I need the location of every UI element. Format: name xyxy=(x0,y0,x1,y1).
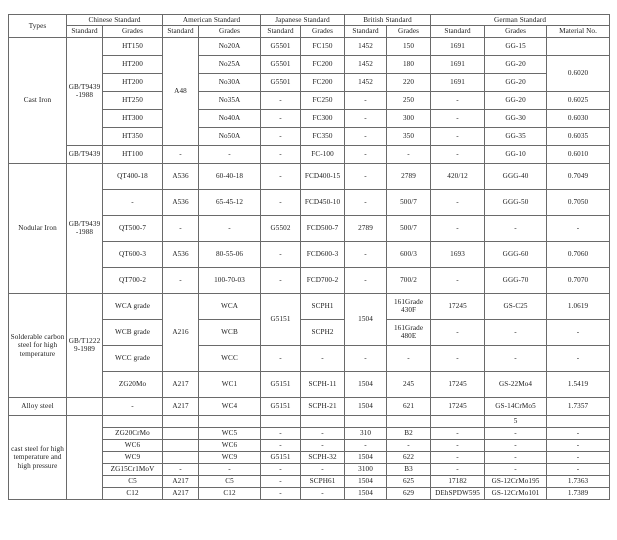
us-standard-cell: A536 xyxy=(163,163,199,189)
de-standard-cell: 17245 xyxy=(431,397,485,415)
us-grade-cell: No40A xyxy=(199,109,261,127)
uk-standard-cell: - xyxy=(345,109,387,127)
uk-grade-cell: - xyxy=(387,439,431,451)
us-grade-cell xyxy=(199,415,261,427)
header-types: Types xyxy=(9,15,67,38)
jp-standard-cell: - xyxy=(261,91,301,109)
de-material-no-cell: - xyxy=(547,439,610,451)
us-grade-cell: No25A xyxy=(199,55,261,73)
uk-grade-cell: 220 xyxy=(387,73,431,91)
de-material-no-cell: 0.6030 xyxy=(547,109,610,127)
uk-grade-cell: - xyxy=(387,345,431,371)
uk-grade-cell: 2789 xyxy=(387,163,431,189)
de-material-no-cell: - xyxy=(547,319,610,345)
de-material-no-cell: - xyxy=(547,463,610,475)
cn-grade-cell: HT350 xyxy=(103,127,163,145)
cn-grade-cell: C12 xyxy=(103,487,163,499)
cn-grade-cell: HT200 xyxy=(103,73,163,91)
jp-standard-cell: - xyxy=(261,345,301,371)
us-grade-cell: C12 xyxy=(199,487,261,499)
header-de-grades: Grades xyxy=(485,26,547,37)
jp-grade-cell: - xyxy=(301,439,345,451)
de-material-no-cell: - xyxy=(547,451,610,463)
cn-grade-cell: WCB grade xyxy=(103,319,163,345)
uk-grade-cell: 629 xyxy=(387,487,431,499)
uk-standard-cell: - xyxy=(345,241,387,267)
de-grade-cell: - xyxy=(485,463,547,475)
cn-standard-cell: GB/T9439-1988 xyxy=(67,163,103,293)
uk-standard-cell: 1504 xyxy=(345,293,387,345)
subheader-row xyxy=(9,26,610,37)
uk-standard-cell: - xyxy=(345,189,387,215)
jp-standard-cell: G5501 xyxy=(261,73,301,91)
us-grade-cell: WCC xyxy=(199,345,261,371)
uk-standard-cell: 1504 xyxy=(345,451,387,463)
jp-grade-cell: SCPH-32 xyxy=(301,451,345,463)
jp-grade-cell: FCD500-7 xyxy=(301,215,345,241)
cn-grade-cell: HT150 xyxy=(103,37,163,55)
uk-grade-cell xyxy=(387,415,431,427)
de-material-no-cell: 0.6035 xyxy=(547,127,610,145)
jp-grade-cell: SCPH-11 xyxy=(301,371,345,397)
de-standard-cell: - xyxy=(431,463,485,475)
jp-standard-cell: - xyxy=(261,109,301,127)
uk-standard-cell: - xyxy=(345,163,387,189)
jp-standard-cell: - xyxy=(261,163,301,189)
jp-standard-cell: - xyxy=(261,241,301,267)
header-jp-standard: Standard xyxy=(261,26,301,37)
de-material-no-cell: 0.6010 xyxy=(547,145,610,163)
de-grade-cell: GS-12CrMo195 xyxy=(485,475,547,487)
header-de-material-no: Material No. xyxy=(547,26,610,37)
de-material-no-cell: 0.7060 xyxy=(547,241,610,267)
cn-grade-cell: - xyxy=(103,397,163,415)
us-grade-cell: WC9 xyxy=(199,451,261,463)
de-standard-cell: - xyxy=(431,145,485,163)
uk-standard-cell: - xyxy=(345,267,387,293)
de-grade-cell: GG-30 xyxy=(485,109,547,127)
uk-standard-cell: - xyxy=(345,345,387,371)
uk-grade-cell: 700/2 xyxy=(387,267,431,293)
us-standard-cell: A536 xyxy=(163,241,199,267)
de-material-no-cell: 1.0619 xyxy=(547,293,610,319)
us-grade-cell: No20A xyxy=(199,37,261,55)
cn-grade-cell: WC6 xyxy=(103,439,163,451)
us-standard-cell: A217 xyxy=(163,487,199,499)
us-standard-cell: - xyxy=(163,215,199,241)
de-material-no-cell xyxy=(547,415,610,427)
jp-standard-cell: G5151 xyxy=(261,397,301,415)
uk-grade-cell: 250 xyxy=(387,91,431,109)
de-grade-cell: - xyxy=(485,215,547,241)
de-standard-cell: 17245 xyxy=(431,371,485,397)
uk-grade-cell: 350 xyxy=(387,127,431,145)
de-standard-cell xyxy=(431,415,485,427)
us-standard-cell: - xyxy=(163,145,199,163)
de-grade-cell: GGG-40 xyxy=(485,163,547,189)
header-cn-standard: Standard xyxy=(67,26,103,37)
de-grade-cell: GG-35 xyxy=(485,127,547,145)
de-grade-cell: - xyxy=(485,451,547,463)
uk-grade-cell: 150 xyxy=(387,37,431,55)
de-grade-cell: GG-20 xyxy=(485,55,547,73)
cn-grade-cell: QT700-2 xyxy=(103,267,163,293)
header-jp-grades: Grades xyxy=(301,26,345,37)
jp-grade-cell: FCD600-3 xyxy=(301,241,345,267)
uk-grade-cell: B3 xyxy=(387,463,431,475)
de-grade-cell: GGG-50 xyxy=(485,189,547,215)
us-grade-cell: No50A xyxy=(199,127,261,145)
de-standard-cell: 1691 xyxy=(431,55,485,73)
table-row xyxy=(9,163,610,189)
group-header-row xyxy=(9,15,610,26)
jp-standard-cell: G5151 xyxy=(261,293,301,345)
de-grade-cell: - xyxy=(485,427,547,439)
jp-standard-cell: - xyxy=(261,463,301,475)
uk-grade-cell: 161Grade 430F xyxy=(387,293,431,319)
us-standard-cell: - xyxy=(163,267,199,293)
header-group-american: American Standard xyxy=(163,15,261,26)
uk-grade-cell: 621 xyxy=(387,397,431,415)
cn-grade-cell: HT100 xyxy=(103,145,163,163)
jp-standard-cell: - xyxy=(261,189,301,215)
jp-grade-cell: FC350 xyxy=(301,127,345,145)
us-grade-cell: No35A xyxy=(199,91,261,109)
de-grade-cell: GG-20 xyxy=(485,91,547,109)
jp-grade-cell: - xyxy=(301,427,345,439)
uk-standard-cell: 1504 xyxy=(345,371,387,397)
cn-grade-cell: QT400-18 xyxy=(103,163,163,189)
de-grade-cell: GG-10 xyxy=(485,145,547,163)
de-material-no-cell xyxy=(547,37,610,55)
jp-grade-cell: - xyxy=(301,345,345,371)
uk-grade-cell: 622 xyxy=(387,451,431,463)
table-row xyxy=(9,145,610,163)
jp-grade-cell: FC300 xyxy=(301,109,345,127)
section-type-cell: Nodular Iron xyxy=(9,163,67,293)
header-us-standard: Standard xyxy=(163,26,199,37)
de-standard-cell: - xyxy=(431,451,485,463)
cn-grade-cell: QT600-3 xyxy=(103,241,163,267)
de-material-no-cell: 0.6025 xyxy=(547,91,610,109)
uk-standard-cell: 2789 xyxy=(345,215,387,241)
de-standard-cell: - xyxy=(431,439,485,451)
de-standard-cell: - xyxy=(431,109,485,127)
uk-standard-cell: - xyxy=(345,145,387,163)
de-grade-cell: GS-C25 xyxy=(485,293,547,319)
us-standard-cell: A48 xyxy=(163,37,199,145)
section-type-cell: Cast Iron xyxy=(9,37,67,163)
jp-standard-cell: G5501 xyxy=(261,55,301,73)
cn-grade-cell: ZG20CrMo xyxy=(103,427,163,439)
uk-grade-cell: 180 xyxy=(387,55,431,73)
us-grade-cell: WC1 xyxy=(199,371,261,397)
de-grade-cell: GG-15 xyxy=(485,37,547,55)
jp-grade-cell: FC200 xyxy=(301,55,345,73)
uk-standard-cell: 310 xyxy=(345,427,387,439)
jp-grade-cell: SCPH2 xyxy=(301,319,345,345)
jp-grade-cell: - xyxy=(301,487,345,499)
de-material-no-cell: - xyxy=(547,427,610,439)
cn-grade-cell: C5 xyxy=(103,475,163,487)
de-material-no-cell: 1.7363 xyxy=(547,475,610,487)
us-grade-cell: WCA xyxy=(199,293,261,319)
header-de-standard: Standard xyxy=(431,26,485,37)
jp-standard-cell: G5151 xyxy=(261,371,301,397)
jp-standard-cell: - xyxy=(261,439,301,451)
de-material-no-cell: 0.7049 xyxy=(547,163,610,189)
cn-standard-cell xyxy=(67,397,103,415)
de-material-no-cell: 1.5419 xyxy=(547,371,610,397)
us-grade-cell: - xyxy=(199,145,261,163)
table-body xyxy=(9,37,610,499)
cn-grade-cell: ZG15Cr1MoV xyxy=(103,463,163,475)
section-type-cell: cast steel for high temperature and high pressure xyxy=(9,415,67,499)
de-grade-cell: - xyxy=(485,319,547,345)
de-material-no-cell: - xyxy=(547,345,610,371)
cn-standard-cell: GB/T9439 xyxy=(67,145,103,163)
de-standard-cell: 1691 xyxy=(431,73,485,91)
jp-grade-cell: FCD450-10 xyxy=(301,189,345,215)
jp-grade-cell xyxy=(301,415,345,427)
us-grade-cell: C5 xyxy=(199,475,261,487)
cn-grade-cell: WCA grade xyxy=(103,293,163,319)
jp-grade-cell: FC-100 xyxy=(301,145,345,163)
jp-standard-cell: G5502 xyxy=(261,215,301,241)
jp-grade-cell: FCD700-2 xyxy=(301,267,345,293)
de-standard-cell: 17245 xyxy=(431,293,485,319)
de-standard-cell: - xyxy=(431,127,485,145)
us-standard-cell: - xyxy=(163,463,199,475)
us-standard-cell xyxy=(163,439,199,451)
de-material-no-cell: 1.7389 xyxy=(547,487,610,499)
header-us-grades: Grades xyxy=(199,26,261,37)
cn-grade-cell: QT500-7 xyxy=(103,215,163,241)
de-grade-cell: - xyxy=(485,345,547,371)
us-grade-cell: No30A xyxy=(199,73,261,91)
de-standard-cell: - xyxy=(431,427,485,439)
jp-grade-cell: SCPH-21 xyxy=(301,397,345,415)
jp-grade-cell: FC200 xyxy=(301,73,345,91)
us-standard-cell: A536 xyxy=(163,189,199,215)
cn-grade-cell xyxy=(103,415,163,427)
table-row xyxy=(9,293,610,319)
table-row xyxy=(9,415,610,427)
de-grade-cell: 5 xyxy=(485,415,547,427)
de-material-no-cell: 1.7357 xyxy=(547,397,610,415)
jp-standard-cell: - xyxy=(261,267,301,293)
material-standards-table xyxy=(8,14,610,500)
cn-grade-cell: WC9 xyxy=(103,451,163,463)
uk-grade-cell: 600/3 xyxy=(387,241,431,267)
jp-standard-cell: - xyxy=(261,427,301,439)
de-grade-cell: GS-14CrMo5 xyxy=(485,397,547,415)
de-standard-cell: - xyxy=(431,319,485,345)
jp-standard-cell: - xyxy=(261,475,301,487)
de-standard-cell: - xyxy=(431,189,485,215)
us-standard-cell xyxy=(163,427,199,439)
header-uk-standard: Standard xyxy=(345,26,387,37)
uk-grade-cell: 500/7 xyxy=(387,189,431,215)
jp-standard-cell: G5151 xyxy=(261,451,301,463)
uk-grade-cell: 161Grade 480E xyxy=(387,319,431,345)
cn-grade-cell: - xyxy=(103,189,163,215)
header-group-chinese: Chinese Standard xyxy=(67,15,163,26)
uk-standard-cell: - xyxy=(345,91,387,109)
uk-standard-cell xyxy=(345,415,387,427)
uk-standard-cell: 3100 xyxy=(345,463,387,475)
us-grade-cell: - xyxy=(199,463,261,475)
uk-grade-cell: 500/7 xyxy=(387,215,431,241)
uk-standard-cell: 1452 xyxy=(345,37,387,55)
de-standard-cell: 17182 xyxy=(431,475,485,487)
us-grade-cell: WC4 xyxy=(199,397,261,415)
de-material-no-cell: 0.7070 xyxy=(547,267,610,293)
us-grade-cell: 60-40-18 xyxy=(199,163,261,189)
jp-standard-cell: - xyxy=(261,487,301,499)
header-group-japanese: Japanese Standard xyxy=(261,15,345,26)
cn-standard-cell xyxy=(67,415,103,499)
de-grade-cell: GGG-70 xyxy=(485,267,547,293)
de-grade-cell: GS-22Mo4 xyxy=(485,371,547,397)
uk-grade-cell: 625 xyxy=(387,475,431,487)
us-standard-cell: A216 xyxy=(163,293,199,371)
table-header xyxy=(9,15,610,38)
jp-grade-cell: - xyxy=(301,463,345,475)
us-grade-cell: WC5 xyxy=(199,427,261,439)
table-row xyxy=(9,37,610,55)
us-grade-cell: 65-45-12 xyxy=(199,189,261,215)
header-group-british: British Standard xyxy=(345,15,431,26)
cn-grade-cell: HT200 xyxy=(103,55,163,73)
de-material-no-cell: 0.7050 xyxy=(547,189,610,215)
cn-grade-cell: HT300 xyxy=(103,109,163,127)
us-grade-cell: WCB xyxy=(199,319,261,345)
us-standard-cell: A217 xyxy=(163,397,199,415)
header-uk-grades: Grades xyxy=(387,26,431,37)
uk-standard-cell: 1504 xyxy=(345,475,387,487)
cn-grade-cell: WCC grade xyxy=(103,345,163,371)
jp-standard-cell: - xyxy=(261,127,301,145)
us-standard-cell xyxy=(163,415,199,427)
de-material-no-cell: - xyxy=(547,215,610,241)
de-grade-cell: GGG-60 xyxy=(485,241,547,267)
us-standard-cell: A217 xyxy=(163,475,199,487)
jp-grade-cell: SCPH61 xyxy=(301,475,345,487)
jp-grade-cell: FC150 xyxy=(301,37,345,55)
uk-grade-cell: B2 xyxy=(387,427,431,439)
cn-standard-cell: GB/T9439-1988 xyxy=(67,37,103,145)
de-grade-cell: GG-20 xyxy=(485,73,547,91)
us-grade-cell: - xyxy=(199,215,261,241)
us-standard-cell xyxy=(163,451,199,463)
jp-standard-cell: - xyxy=(261,145,301,163)
uk-standard-cell: 1452 xyxy=(345,55,387,73)
de-standard-cell: - xyxy=(431,215,485,241)
de-standard-cell: - xyxy=(431,91,485,109)
de-standard-cell: - xyxy=(431,345,485,371)
us-grade-cell: 100-70-03 xyxy=(199,267,261,293)
uk-grade-cell: 300 xyxy=(387,109,431,127)
section-type-cell: Alloy steel xyxy=(9,397,67,415)
us-grade-cell: 80-55-06 xyxy=(199,241,261,267)
uk-standard-cell: 1504 xyxy=(345,397,387,415)
uk-grade-cell: - xyxy=(387,145,431,163)
table-row xyxy=(9,397,610,415)
header-cn-grades: Grades xyxy=(103,26,163,37)
jp-grade-cell: SCPH1 xyxy=(301,293,345,319)
jp-grade-cell: FC250 xyxy=(301,91,345,109)
de-grade-cell: - xyxy=(485,439,547,451)
header-group-german: German Standard xyxy=(431,15,610,26)
jp-standard-cell: G5501 xyxy=(261,37,301,55)
de-standard-cell: - xyxy=(431,267,485,293)
us-grade-cell: WC6 xyxy=(199,439,261,451)
uk-standard-cell: 1452 xyxy=(345,73,387,91)
de-material-no-cell: 0.6020 xyxy=(547,55,610,91)
jp-grade-cell: FCD400-15 xyxy=(301,163,345,189)
de-standard-cell: 1691 xyxy=(431,37,485,55)
us-standard-cell: A217 xyxy=(163,371,199,397)
jp-standard-cell xyxy=(261,415,301,427)
de-standard-cell: 1693 xyxy=(431,241,485,267)
section-type-cell: Solderable carbon steel for high temperature xyxy=(9,293,67,397)
cn-standard-cell: GB/T12229-1989 xyxy=(67,293,103,397)
uk-grade-cell: 245 xyxy=(387,371,431,397)
de-standard-cell: 420/12 xyxy=(431,163,485,189)
cn-grade-cell: HT250 xyxy=(103,91,163,109)
uk-standard-cell: - xyxy=(345,439,387,451)
de-grade-cell: GS-12CrMo101 xyxy=(485,487,547,499)
uk-standard-cell: 1504 xyxy=(345,487,387,499)
cn-grade-cell: ZG20Mo xyxy=(103,371,163,397)
de-standard-cell: DEhSPDW595 xyxy=(431,487,485,499)
uk-standard-cell: - xyxy=(345,127,387,145)
